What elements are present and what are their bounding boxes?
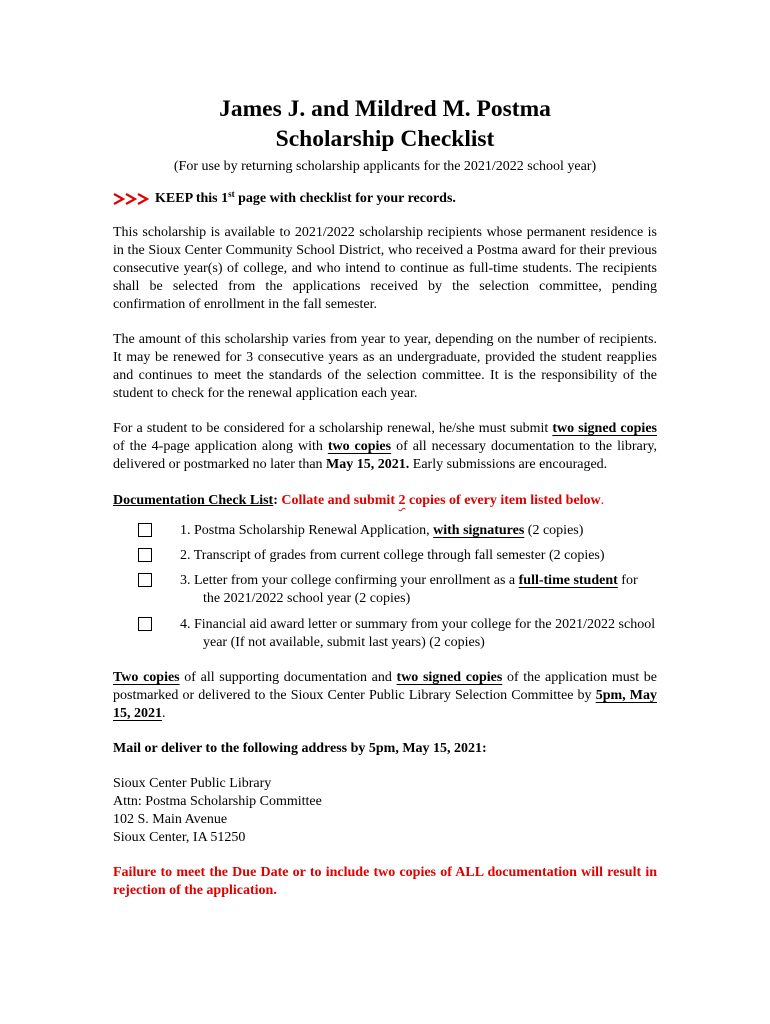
- supporting-docs-paragraph: Two copies of all supporting documentation and two signed copies of the application must be postmarked or delivered to the Sioux Center Public Library Selection Committee by 5pm, May 15, 2021.: [113, 670, 657, 721]
- failure-warning: Failure to meet the Due Date or to include two copies of ALL documentation will result in rejection of the application.: [113, 865, 657, 898]
- address-line: Sioux Center, IA 51250: [113, 830, 246, 845]
- documentation-checklist: [113, 522, 657, 652]
- checklist-item: 1. Postma Scholarship Renewal Application, with signatures (2 copies): [113, 522, 657, 540]
- checkbox[interactable]: [138, 617, 152, 631]
- checkbox[interactable]: [138, 548, 152, 562]
- deadline-emphasis: May 15, 2021.: [326, 457, 410, 472]
- keep-superscript: st: [228, 189, 235, 199]
- title-line-1: James J. and Mildred M. Postma: [219, 96, 551, 122]
- documentation-heading: Documentation Check List: Collate and submit 2 copies of every item listed below.: [113, 493, 605, 508]
- checklist-item: 4. Financial aid award letter or summary from your college for the 2021/2022 school year (If not available, submit last years) (2 copies): [113, 616, 657, 652]
- title-line-2: Scholarship Checklist: [275, 126, 495, 152]
- document-subtitle: (For use by returning scholarship applicants for the 2021/2022 school year): [173, 159, 597, 174]
- keep-text-a: KEEP this 1: [155, 191, 229, 206]
- deadline-emphasis: 5pm, May 15, 2021: [113, 688, 657, 721]
- checkbox[interactable]: [138, 523, 152, 537]
- documentation-label: Documentation Check List: [113, 493, 274, 508]
- keep-text-b: page with checklist for your records.: [234, 191, 456, 206]
- checkbox[interactable]: [138, 573, 152, 587]
- mail-heading: Mail or deliver to the following address by 5pm, May 15, 2021:: [113, 741, 487, 756]
- mailing-address: [113, 775, 657, 847]
- address-line: 102 S. Main Avenue: [113, 812, 228, 827]
- address-line: Sioux Center Public Library: [113, 776, 272, 791]
- red-triple-arrow-icon: [113, 193, 151, 205]
- document-title: [113, 94, 657, 154]
- submission-paragraph: For a student to be considered for a scholarship renewal, he/she must submit two signed copies of the 4-page application along with two copies of all necessary documentation to the library, delivered or postmarked no later than May 15, 2021. Early submissions are encouraged.: [113, 421, 657, 472]
- checklist-item: 2. Transcript of grades from current college through fall semester (2 copies): [113, 547, 657, 565]
- keep-notice: [113, 190, 657, 208]
- checklist-item: 3. Letter from your college confirming your enrollment as a full-time student for the 2021/2022 school year (2 copies): [113, 572, 657, 608]
- address-line: Attn: Postma Scholarship Committee: [113, 794, 322, 809]
- copies-count: 2: [398, 493, 406, 508]
- eligibility-paragraph: This scholarship is available to 2021/2022 scholarship recipients whose permanent residence is in the Sioux Center Community School District, who received a Postma award for their previous consecutive year(s) of college, and who intend to continue as full-time students. The recipients shall be selected from the applications received by the selection committee, pending confirmation of enrollment in the fall semester.: [113, 225, 657, 312]
- document-page: [113, 94, 657, 900]
- amount-paragraph: The amount of this scholarship varies from year to year, depending on the number of recipients. It may be renewed for 3 consecutive years as an undergraduate, provided the student reapplies and continues to meet the standards of the selection committee. It is the responsibility of the student to check for the renewal application each year.: [113, 332, 657, 401]
- two-copies-emphasis: two copies: [327, 439, 392, 454]
- two-signed-copies-emphasis: two signed copies: [552, 421, 657, 436]
